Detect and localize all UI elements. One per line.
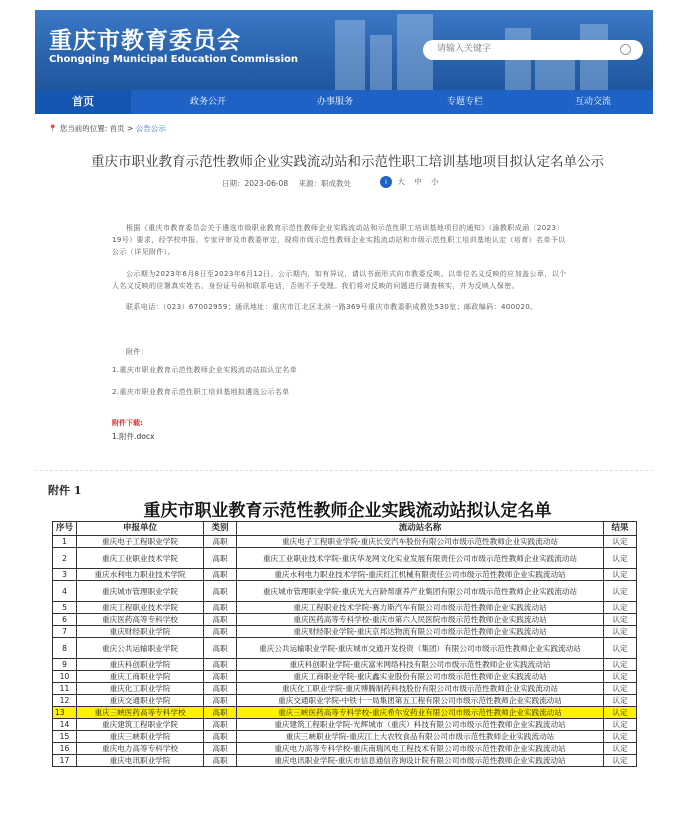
cell-category: 高职 [204, 581, 237, 602]
cell-index: 4 [53, 581, 77, 602]
breadcrumb-current[interactable]: 公告公示 [135, 124, 166, 133]
cell-applicant: 重庆电讯职业学院 [77, 755, 204, 767]
article-paragraph: 联系电话：（023）67002959；通讯地址：重庆市江北区北滨一路369号重庆市教委职成教处530室；邮政编码：400020。 [126, 303, 538, 311]
table-row [53, 755, 637, 767]
nav-home[interactable]: 首页 [35, 90, 131, 114]
cell-index: 9 [53, 659, 77, 671]
table-row [53, 695, 637, 707]
cell-result: 认定 [604, 536, 637, 548]
column-header: 序号 [53, 522, 77, 536]
table-row [53, 719, 637, 731]
search-icon[interactable] [620, 44, 631, 55]
skyline-building [370, 35, 392, 90]
article-meta [222, 178, 359, 189]
cell-station-name: 重庆财经职业学院-重庆京邦达物流有限公司市级示范性教师企业实践流动站 [237, 626, 604, 638]
cell-applicant: 重庆建筑工程职业学院 [77, 719, 204, 731]
table-row [53, 548, 637, 569]
cell-station-name: 重庆工程职业技术学院-赛力斯汽车有限公司市级示范性教师企业实践流动站 [237, 602, 604, 614]
table-row [53, 602, 637, 614]
cell-applicant: 重庆三峡职业学院 [77, 731, 204, 743]
cell-station-name: 重庆水利电力职业技术学院-重庆红江机械有限责任公司市级示范性教师企业实践流动站 [237, 569, 604, 581]
cell-station-name: 重庆三峡医药高等专科学校-重庆希尔安药业有限公司市级示范性教师企业实践流动站 [237, 707, 604, 719]
attachment-file-link[interactable]: 1.附件.docx [112, 432, 155, 441]
font-size-medium[interactable]: 中 [414, 177, 422, 186]
cell-result: 认定 [604, 614, 637, 626]
cell-index: 11 [53, 683, 77, 695]
table-row [53, 626, 637, 638]
column-header: 结果 [604, 522, 637, 536]
cell-category: 高职 [204, 626, 237, 638]
cell-index: 12 [53, 695, 77, 707]
breadcrumb-prefix: 您当前的位置: [59, 124, 108, 133]
cell-category: 高职 [204, 683, 237, 695]
article-paragraph: 附件： [126, 348, 149, 356]
search-box[interactable] [423, 40, 643, 60]
breadcrumb [48, 123, 166, 134]
cell-applicant: 重庆科创职业学院 [77, 659, 204, 671]
cell-result: 认定 [604, 671, 637, 683]
cell-result: 认定 [604, 581, 637, 602]
article-date: 日期：2023-06-08 [222, 179, 289, 188]
cell-station-name: 重庆工商职业学院-重庆鑫实业股份有限公司市级示范性教师企业实践流动站 [237, 671, 604, 683]
table-row [53, 614, 637, 626]
cell-category: 高职 [204, 695, 237, 707]
cell-result: 认定 [604, 743, 637, 755]
cell-applicant: 重庆医药高等专科学校 [77, 614, 204, 626]
cell-station-name: 重庆化工职业学院-重庆博腾制药科技股份有限公司市级示范性教师企业实践流动站 [237, 683, 604, 695]
location-pin-icon: 📍 [48, 124, 58, 133]
cell-index: 15 [53, 731, 77, 743]
nav-interaction[interactable]: 互动交流 [574, 97, 611, 107]
cell-category: 高职 [204, 602, 237, 614]
attachment-item-1: 1.重庆市职业教育示范性教师企业实践流动站拟认定名单 [112, 366, 298, 374]
cell-index: 8 [53, 638, 77, 659]
cell-applicant: 重庆电子工程职业学院 [77, 536, 204, 548]
cell-category: 高职 [204, 671, 237, 683]
cell-applicant: 重庆城市管理职业学院 [77, 581, 204, 602]
nav-government-affairs[interactable]: 政务公开 [189, 97, 226, 107]
cell-station-name: 重庆电子工程职业学院-重庆长安汽车股份有限公司市级示范性教师企业实践流动站 [237, 536, 604, 548]
column-header: 流动站名称 [237, 522, 604, 536]
article-title: 重庆市职业教育示范性教师企业实践流动站和示范性职工培训基地项目拟认定名单公示 [91, 154, 604, 170]
cell-station-name: 重庆科创职业学院-重庆富米网络科技有限公司市级示范性教师企业实践流动站 [237, 659, 604, 671]
cell-result: 认定 [604, 695, 637, 707]
cell-result: 认定 [604, 659, 637, 671]
table-row [53, 743, 637, 755]
cell-index: 3 [53, 569, 77, 581]
column-header: 申报单位 [77, 522, 204, 536]
cell-applicant: 重庆三峡医药高等专科学校 [77, 707, 204, 719]
cell-station-name: 重庆三峡职业学院-重庆江上大农牧食品有限公司市级示范性教师企业实践流动站 [237, 731, 604, 743]
font-size-small[interactable]: 小 [431, 177, 439, 186]
cell-index: 1 [53, 536, 77, 548]
site-subtitle: Chongqing Municipal Education Commission [49, 54, 298, 65]
cell-index: 10 [53, 671, 77, 683]
table-row [53, 731, 637, 743]
cell-result: 认定 [604, 626, 637, 638]
cell-category: 高职 [204, 719, 237, 731]
cell-result: 认定 [604, 548, 637, 569]
cell-applicant: 重庆电力高等专科学校 [77, 743, 204, 755]
cell-category: 高职 [204, 614, 237, 626]
cell-applicant: 重庆水利电力职业技术学院 [77, 569, 204, 581]
cell-applicant: 重庆工业职业技术学院 [77, 548, 204, 569]
font-size-large[interactable]: 大 [397, 177, 405, 186]
cell-station-name: 重庆城市管理职业学院-重庆光大百龄帮康养产业集团有限公司市级示范性教师企业实践流动站 [237, 581, 604, 602]
table-row [53, 638, 637, 659]
cell-index: 14 [53, 719, 77, 731]
breadcrumb-home[interactable]: 首页 [109, 124, 125, 133]
article-source: 来源：职成教处 [298, 179, 351, 188]
cell-result: 认定 [604, 569, 637, 581]
main-nav [35, 90, 653, 114]
cell-category: 高职 [204, 743, 237, 755]
table-row [53, 671, 637, 683]
search-input[interactable] [435, 43, 609, 55]
font-size-control [380, 176, 446, 188]
cell-category: 高职 [204, 707, 237, 719]
column-header: 类别 [204, 522, 237, 536]
cell-category: 高职 [204, 536, 237, 548]
cell-applicant: 重庆财经职业学院 [77, 626, 204, 638]
cell-index: 16 [53, 743, 77, 755]
breadcrumb-separator: > [127, 124, 134, 133]
approval-table [52, 521, 637, 767]
doc-title: 重庆市职业教育示范性教师企业实践流动站拟认定名单 [143, 501, 552, 521]
cell-result: 认定 [604, 602, 637, 614]
attachment-item-2: 2.重庆市职业教育示范性职工培训基地拟遴选公示名单 [112, 388, 290, 396]
table-row [53, 536, 637, 548]
nav-services[interactable]: 办事服务 [316, 97, 353, 107]
cell-station-name: 重庆交通职业学院-中铁十一局集团第五工程有限公司市级示范性教师企业实践流动站 [237, 695, 604, 707]
divider [35, 470, 653, 471]
cell-index: 5 [53, 602, 77, 614]
cell-station-name: 重庆建筑工程职业学院-光辉城市（重庆）科技有限公司市级示范性教师企业实践流动站 [237, 719, 604, 731]
cell-category: 高职 [204, 548, 237, 569]
doc-attachment-heading: 附件 1 [48, 484, 82, 497]
cell-result: 认定 [604, 731, 637, 743]
cell-result: 认定 [604, 638, 637, 659]
article-paragraph: 公示期为2023年6月8日至2023年6月12日。公示期内，如有异议，请以书面形式向市教委反映。以单位名义反映的应加盖公章，以个人名义反映的应署真实姓名、身份证号码和联系电话，否则不予受理。我们将对反映的问题进行调查核实，并为反映人保密。 [112, 270, 567, 290]
nav-special-topics[interactable]: 专题专栏 [446, 97, 483, 107]
cell-index: 7 [53, 626, 77, 638]
cell-category: 高职 [204, 731, 237, 743]
site-title[interactable]: 重庆市教育委员会 [49, 28, 241, 54]
font-size-icon: i [380, 176, 392, 188]
cell-category: 高职 [204, 569, 237, 581]
cell-category: 高职 [204, 638, 237, 659]
table-row [53, 569, 637, 581]
cell-applicant: 重庆公共运输职业学院 [77, 638, 204, 659]
attachment-download-label: 附件下载: [112, 419, 143, 427]
cell-station-name: 重庆电讯职业学院-重庆市信息通信咨询设计院有限公司市级示范性教师企业实践流动站 [237, 755, 604, 767]
cell-result: 认定 [604, 707, 637, 719]
table-row [53, 659, 637, 671]
cell-category: 高职 [204, 755, 237, 767]
article-paragraph: 根据《重庆市教育委员会关于遴选市级职业教育示范性教师企业实践流动站和示范性职工培训基地项目的通知》（渝教职成函〔2023〕19号）要求，经学校申报、专家评审及市教委审定，现将市级示范性教师企业实践流动站和市级示范性职工培训基地认定（培育）名单予以公示（详见附件）。 [112, 224, 566, 256]
cell-category: 高职 [204, 659, 237, 671]
table-header-row [53, 522, 637, 536]
cell-result: 认定 [604, 719, 637, 731]
cell-applicant: 重庆化工职业学院 [77, 683, 204, 695]
cell-index: 13 [53, 707, 77, 719]
cell-index: 6 [53, 614, 77, 626]
cell-index: 2 [53, 548, 77, 569]
cell-applicant: 重庆交通职业学院 [77, 695, 204, 707]
cell-station-name: 重庆电力高等专科学校-重庆南瑞风电工程技术有限公司市级示范性教师企业实践流动站 [237, 743, 604, 755]
header-banner [35, 10, 653, 90]
cell-applicant: 重庆工商职业学院 [77, 671, 204, 683]
table-row [53, 707, 637, 719]
cell-station-name: 重庆医药高等专科学校-重庆市第六人民医院市级示范性教师企业实践流动站 [237, 614, 604, 626]
skyline-building [335, 20, 365, 90]
cell-station-name: 重庆公共运输职业学院-重庆城市交通开发投资（集团）有限公司市级示范性教师企业实践流动站 [237, 638, 604, 659]
table-row [53, 683, 637, 695]
cell-index: 17 [53, 755, 77, 767]
cell-applicant: 重庆工程职业技术学院 [77, 602, 204, 614]
cell-result: 认定 [604, 755, 637, 767]
cell-result: 认定 [604, 683, 637, 695]
table-row [53, 581, 637, 602]
cell-station-name: 重庆工业职业技术学院-重庆华龙网文化实业发展有限责任公司市级示范性教师企业实践流动站 [237, 548, 604, 569]
